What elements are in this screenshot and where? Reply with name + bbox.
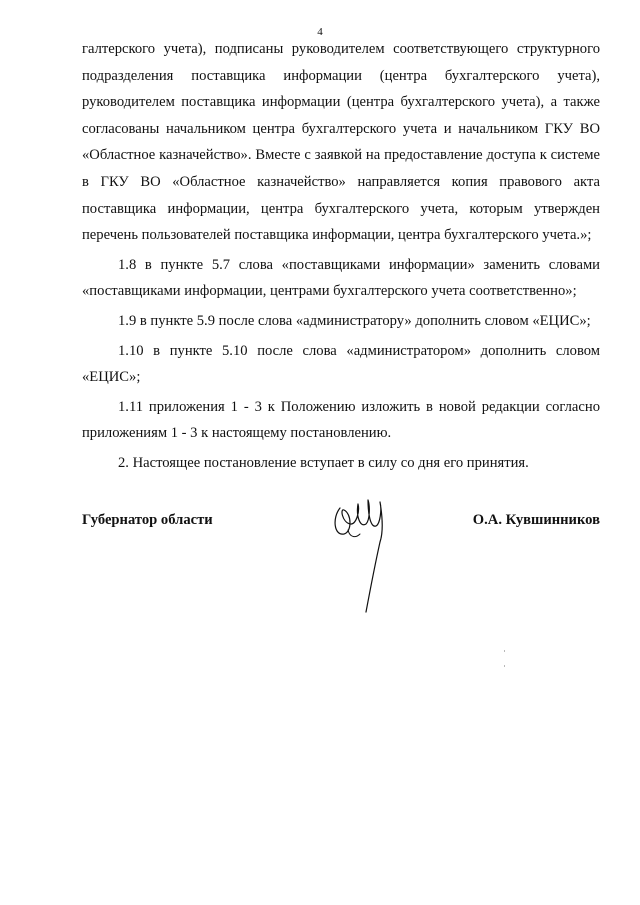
paragraph-continuation: галтерского учета), подписаны руководителем соответствующего структурного подразделения поставщика информации (центра бухгалтерского учета), руководителем поставщика информации (центра бухгалтерского учета), а также согласованы начальником центра бухгалтерского учета и начальником ГКУ ВО «Областное казначейство». Вместе с заявкой на предоставление доступа к системе в ГКУ ВО «Областное казначейство» направляется копия правового акта поставщика информации, центра бухгалтерского учета, которым утвержден перечень пользователей поставщика информации, центра бухгалтерского учета.»; (82, 41, 600, 244)
page-number: 4 (317, 26, 323, 38)
paragraph-item-2: 2. Настоящее постановление вступает в силу со дня его принятия. (118, 454, 529, 471)
handwritten-signature (330, 488, 410, 618)
scan-speck (504, 665, 505, 667)
scan-speck (504, 650, 505, 652)
paragraph-item-1-11: 1.11 приложения 1 - 3 к Положению изложить в новой редакции согласно приложениям 1 - 3 к настоящему постановлению. (82, 398, 600, 442)
paragraph-item-1-8: 1.8 в пункте 5.7 слова «поставщиками информации» заменить словами «поставщиками информации, центрами бухгалтерского учета соответственно»; (82, 256, 600, 300)
signatory-name: О.А. Кувшинников (472, 512, 600, 528)
signatory-position: Губернатор области (82, 512, 213, 528)
document-body (82, 36, 600, 477)
paragraph-item-1-9: 1.9 в пункте 5.9 после слова «администратору» дополнить словом «ЕЦИС»; (118, 312, 591, 329)
paragraph-item-1-10: 1.10 в пункте 5.10 после слова «администратором» дополнить словом «ЕЦИС»; (82, 342, 600, 386)
